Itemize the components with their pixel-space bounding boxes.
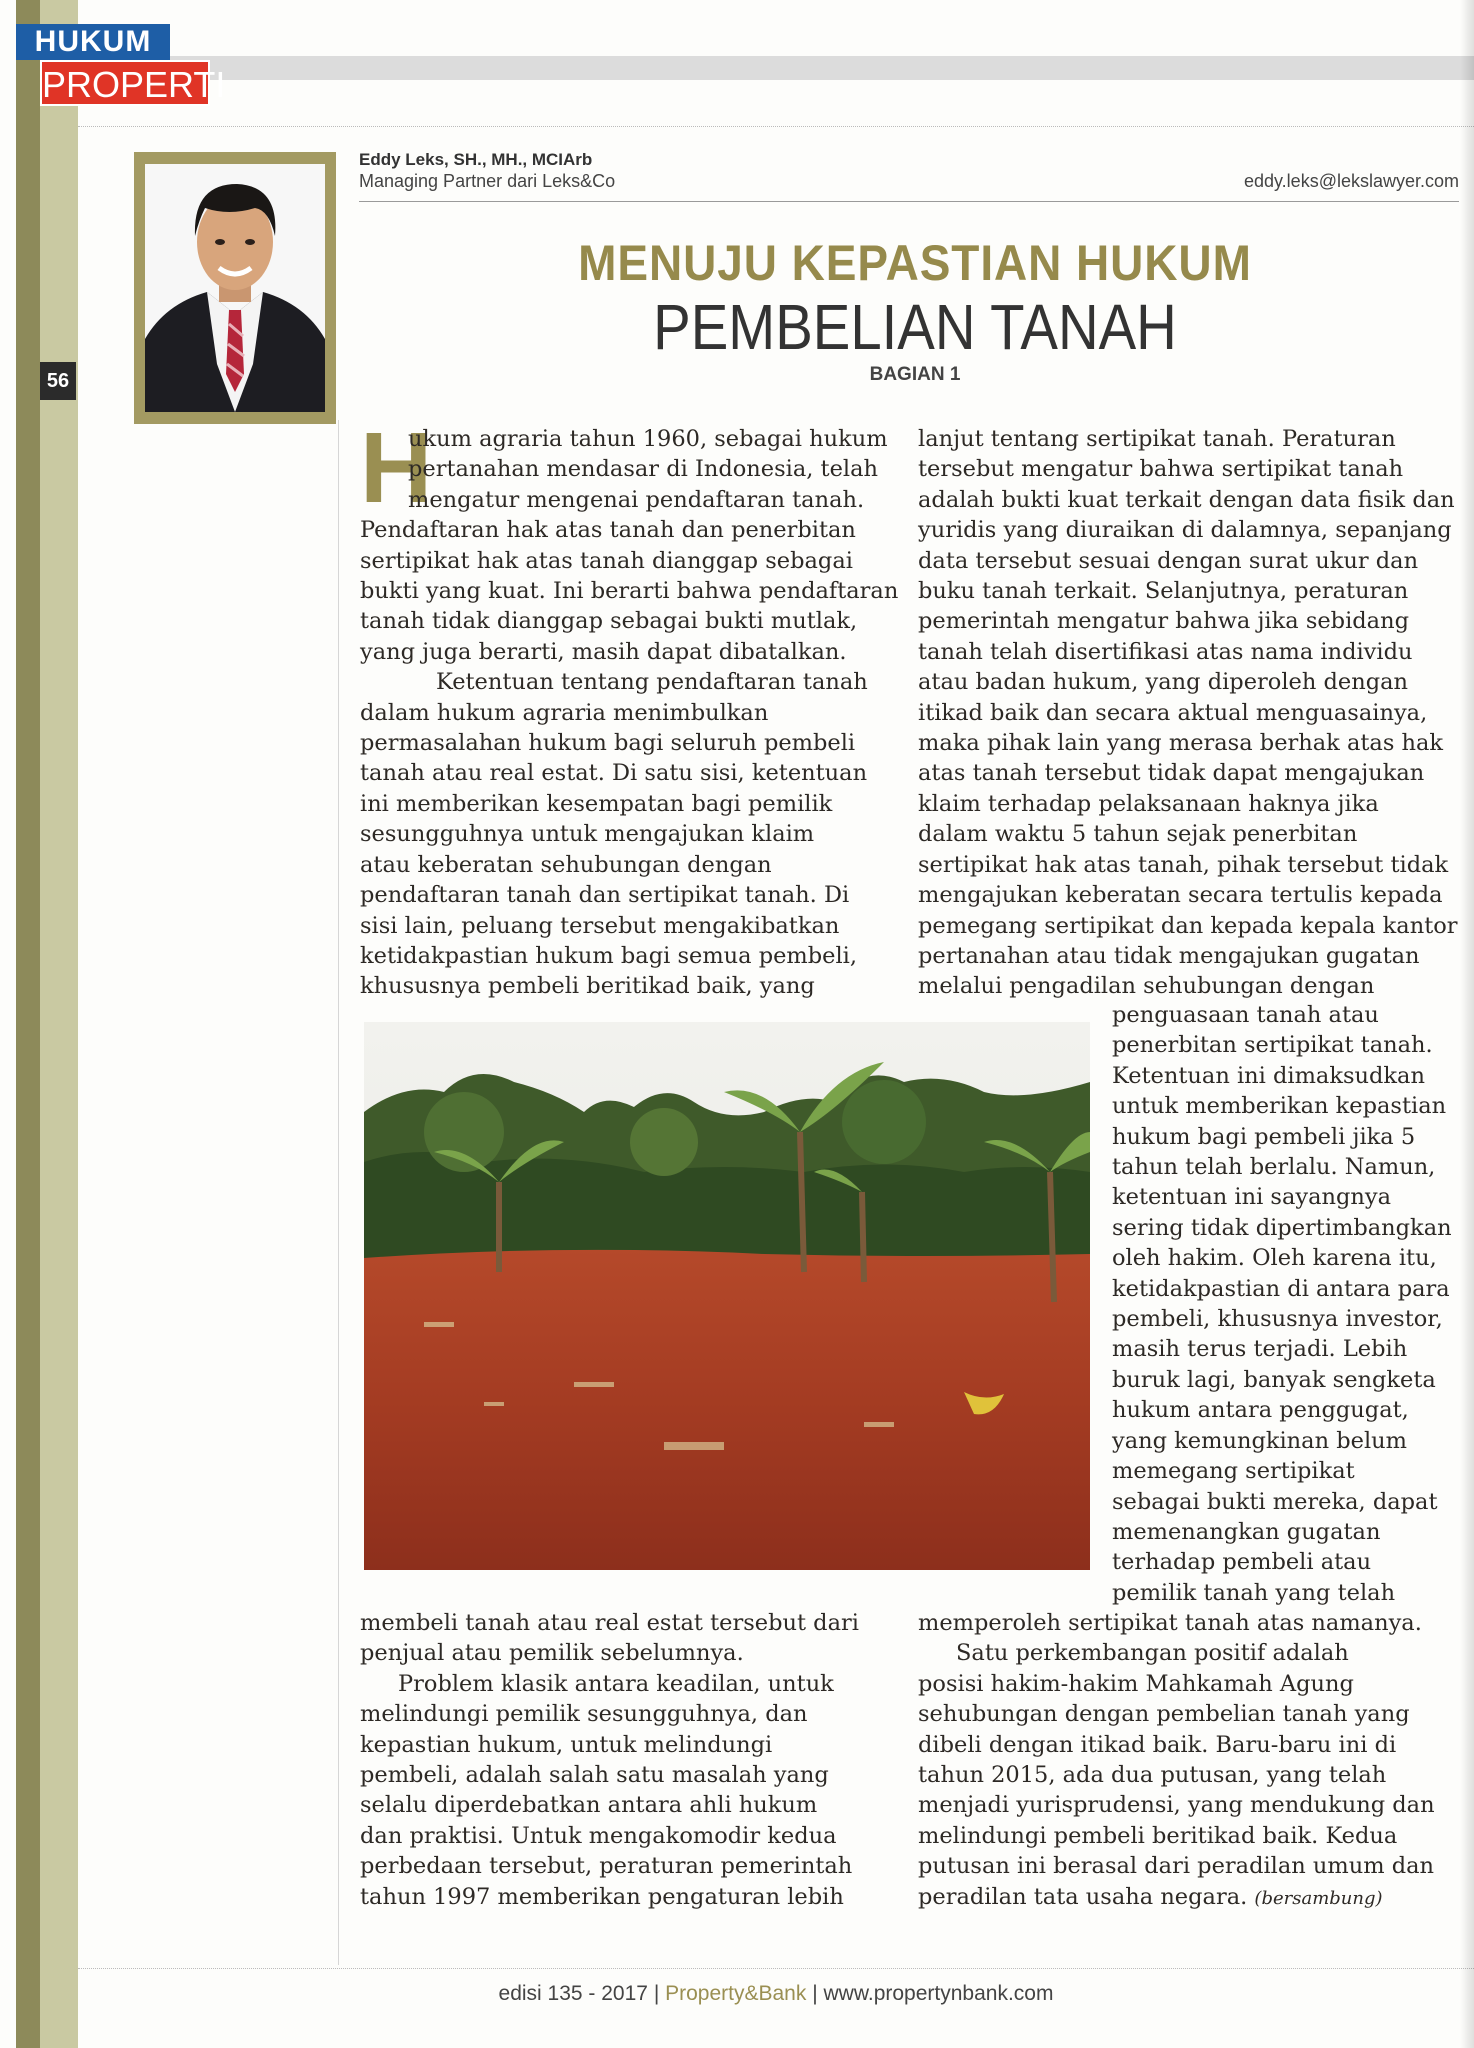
text-line: lanjut tentang sertipikat tanah. Peraturan [918, 426, 1396, 452]
text-line: itikad baik dan secara aktual menguasainya, [918, 699, 1428, 726]
text-line: ketidakpastian di antara para [1112, 1275, 1450, 1302]
text-line: dalam waktu 5 tahun sejak penerbitan [918, 821, 1358, 848]
text-line: ukum agraria tahun 1960, sebagai hukum [408, 426, 888, 452]
author-divider [359, 201, 1459, 202]
text-line: mengatur mengenai pendaftaran tanah. [408, 486, 865, 513]
text-line: untuk memberikan kepastian [1112, 1093, 1447, 1120]
headline-line-1: MENUJU KEPASTIAN HUKUM [578, 235, 1252, 291]
text-line: yuridis yang diuraikan di dalamnya, sepanjang [918, 517, 1452, 544]
text-line: Problem klasik antara keadilan, untuk [398, 1670, 834, 1697]
text-line: adalah bukti kuat terkait dengan data fisik dan [918, 486, 1455, 513]
text-line: dalam hukum agraria menimbulkan [360, 699, 769, 726]
text-line: maka pihak lain yang merasa berhak atas hak [918, 730, 1444, 757]
text-line: dan praktisi. Untuk mengakomodir kedua [360, 1822, 837, 1849]
text-line: Ketentuan tentang pendaftaran tanah [436, 669, 868, 696]
text-line: pemilik tanah yang telah [1112, 1579, 1396, 1606]
text-line: permasalahan hukum bagi seluruh pembeli [360, 730, 856, 757]
text-line: atas tanah tersebut tidak dapat mengajukan [918, 760, 1425, 787]
headline-part-label: BAGIAN 1 [869, 364, 961, 385]
land-photo [364, 1022, 1090, 1570]
text-line: ketentuan ini sayangnya [1112, 1184, 1392, 1211]
text-line: tahun telah berlalu. Namun, [1112, 1154, 1436, 1181]
text-line: data tersebut sesuai dengan surat ukur dan [918, 547, 1419, 574]
text-line: ketidakpastian hukum bagi semua pembeli, [360, 942, 858, 969]
section-badge-hukum: HUKUM [16, 24, 170, 60]
text-line: pertanahan mendasar di Indonesia, telah [408, 456, 879, 483]
text-line: sehubungan dengan pembelian tanah yang [918, 1701, 1410, 1728]
text-line: sertipikat hak atas tanah, pihak tersebut tidak [918, 851, 1449, 878]
text-line: sertipikat hak atas tanah dianggap sebagai [360, 547, 853, 574]
text-line: tahun 2015, ada dua putusan, yang telah [918, 1762, 1387, 1789]
author-portrait [145, 164, 325, 412]
text-line: melalui pengadilan sehubungan dengan [918, 973, 1375, 1000]
author-name: Eddy Leks, SH., MH., MCIArb [359, 150, 593, 169]
text-line: sebagai bukti mereka, dapat [1112, 1488, 1438, 1515]
text-line: penjual atau pemilik sebelumnya. [360, 1640, 744, 1667]
text-line: terhadap pembeli atau [1112, 1549, 1372, 1576]
page-number: 56 [40, 362, 76, 400]
text-line-last [918, 1882, 1463, 1914]
text-line: ini memberikan kesempatan bagi pemilik [360, 790, 833, 817]
text-line: menjadi yurisprudensi, yang mendukung dan [918, 1792, 1435, 1819]
text-line: sering tidak dipertimbangkan [1112, 1214, 1452, 1241]
text-line: membeli tanah atau real estat tersebut dari [360, 1610, 859, 1636]
text-line: tersebut mengatur bahwa sertipikat tanah [918, 456, 1404, 483]
left-stripe-dark [16, 0, 40, 2048]
footer-url[interactable]: www.propertynbank.com [823, 1982, 1054, 2005]
article-column-1-bottom [360, 1608, 890, 1912]
footer-divider [78, 1968, 1474, 1969]
text-line: kepastian hukum, untuk melindungi [360, 1731, 773, 1758]
text-line-final: peradilan tata usaha negara. [918, 1883, 1248, 1910]
text-line: masih terus terjadi. Lebih [1112, 1336, 1408, 1363]
text-line: Pendaftaran hak atas tanah dan penerbitan [360, 517, 856, 544]
text-line: bukti yang kuat. Ini berarti bahwa pendaftaran [360, 578, 899, 605]
text-line: mengajukan keberatan secara tertulis kepada [918, 882, 1443, 909]
text-line: Satu perkembangan positif adalah [956, 1640, 1349, 1667]
text-line: selalu diperdebatkan antara ahli hukum [360, 1792, 818, 1819]
text-line: buku tanah terkait. Selanjutnya, peraturan [918, 578, 1409, 605]
author-email[interactable]: eddy.leks@lekslawyer.com [1243, 171, 1459, 191]
text-line: buruk lagi, banyak sengketa [1112, 1366, 1436, 1393]
text-line: atau badan hukum, yang diperoleh dengan [918, 669, 1409, 696]
section-badge-properti: PROPERTI [40, 60, 210, 106]
article-column-2-bottom [918, 1608, 1463, 1914]
text-line: penguasaan tanah atau [1112, 1002, 1379, 1028]
article-column-2-top [918, 424, 1463, 1002]
text-line: tanah telah disertifikasi atas nama individu [918, 638, 1413, 665]
header-bar [78, 56, 1474, 80]
text-line: penerbitan sertipikat tanah. [1112, 1032, 1433, 1059]
text-line: yang kemungkinan belum [1112, 1427, 1407, 1454]
text-line: hukum bagi pembeli jika 5 [1112, 1123, 1416, 1150]
text-line: pertanahan atau tidak mengajukan gugatan [918, 942, 1420, 969]
text-line: tanah atau real estat. Di satu sisi, ketentuan [360, 760, 868, 787]
column-divider [338, 420, 339, 1965]
author-role: Managing Partner dari Leks&Co [359, 171, 616, 191]
footer-separator: | [653, 1982, 666, 2005]
text-line: melindungi pemilik sesungguhnya, dan [360, 1701, 808, 1728]
text-line: putusan ini berasal dari peradilan umum dan [918, 1853, 1435, 1880]
text-line: hukum antara penggugat, [1112, 1397, 1409, 1424]
text-line: tahun 1997 memberikan pengaturan lebih [360, 1883, 844, 1910]
article-column-1-top [360, 412, 899, 1002]
header-divider [78, 126, 1474, 127]
text-line: posisi hakim-hakim Mahkamah Agung [918, 1670, 1354, 1697]
text-line: sesungguhnya untuk mengajukan klaim [360, 821, 815, 848]
text-line: dibeli dengan itikad baik. Baru-baru ini di [918, 1731, 1397, 1758]
text-line: tanah tidak dianggap sebagai bukti mutlak, [360, 608, 858, 635]
text-line: yang juga berarti, masih dapat dibatalkan. [360, 638, 847, 665]
text-line: melindungi pembeli beritikad baik. Kedua [918, 1822, 1398, 1849]
footer-separator: | [812, 1982, 824, 2005]
text-line: khususnya pembeli beritikad baik, yang [360, 973, 815, 1000]
text-line: sisi lain, peluang tersebut mengakibatkan [360, 912, 840, 939]
page-footer [78, 1982, 1474, 2006]
text-line: memegang sertipikat [1112, 1458, 1355, 1485]
text-line: pemerintah mengatur bahwa jika sebidang [918, 608, 1409, 635]
article-column-2-narrow [1112, 1000, 1464, 1608]
text-line: memperoleh sertipikat tanah atas namanya. [918, 1610, 1422, 1636]
continued-note: (bersambung) [1254, 1887, 1383, 1909]
text-line: oleh hakim. Oleh karena itu, [1112, 1245, 1437, 1272]
text-line: klaim terhadap pelaksanaan haknya jika [918, 790, 1379, 817]
left-stripe-light [40, 0, 78, 2048]
headline-line-2: PEMBELIAN TANAH [653, 291, 1177, 363]
text-line: pembeli, adalah salah satu masalah yang [360, 1762, 829, 1789]
text-line: pemegang sertipikat dan kepada kepala kantor [918, 912, 1458, 939]
text-line: Ketentuan ini dimaksudkan [1112, 1062, 1425, 1089]
text-line: memenangkan gugatan [1112, 1518, 1381, 1545]
footer-brand: Property&Bank [665, 1982, 807, 2005]
text-line: pendaftaran tanah dan sertipikat tanah. Di [360, 882, 850, 909]
footer-edition: edisi 135 - 2017 [498, 1982, 648, 2005]
text-line: atau keberatan sehubungan dengan [360, 851, 772, 878]
text-line: perbedaan tersebut, peraturan pemerintah [360, 1853, 853, 1880]
text-line: pembeli, khususnya investor, [1112, 1306, 1443, 1333]
drop-cap: H [360, 412, 433, 524]
